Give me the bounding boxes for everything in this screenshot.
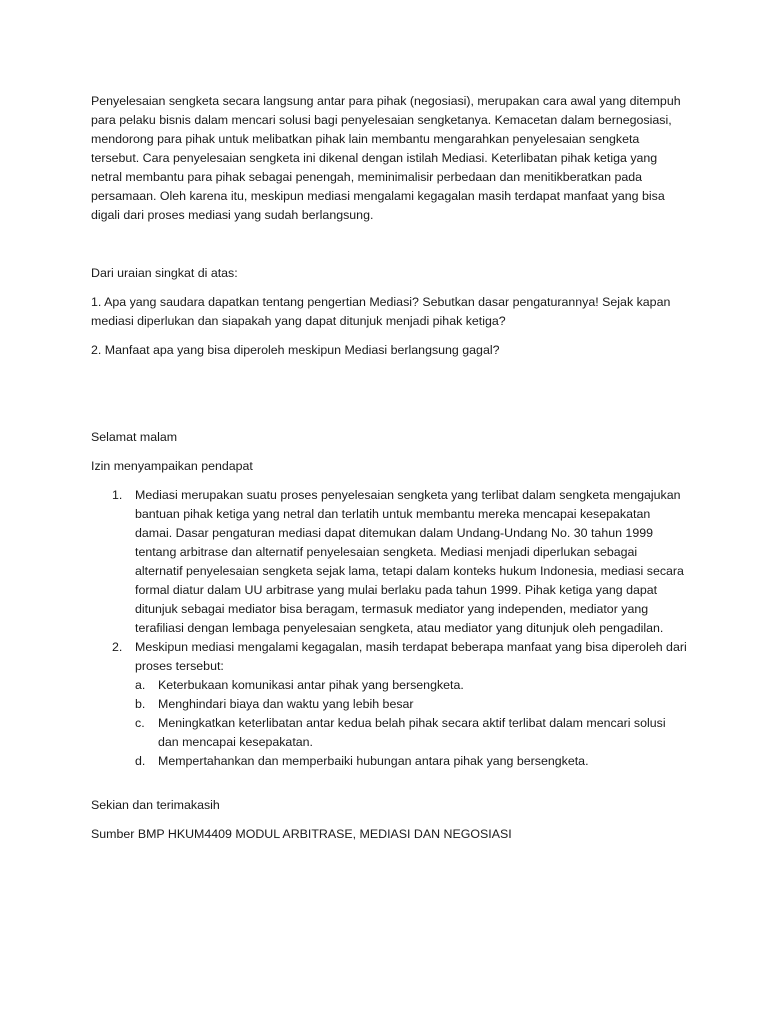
greeting: Selamat malam bbox=[91, 430, 178, 444]
intro-paragraph: Penyelesaian sengketa secara langsung antar para pihak (negosiasi), merupakan cara awal yang ditempuh para pelaku bisnis dalam mencari solusi bagi penyelesaian sengketanya. Kemacetan dalam bernegosiasi, mendorong para pihak untuk melibatkan pihak lain membantu mengarahkan penyelesaian sengketa tersebut. Cara penyelesaian sengketa ini dikenal dengan istilah Mediasi. Keterlibatan pihak ketiga yang netral membantu para pihak sebagai penengah, meminimalisir perbedaan dan menitikberatkan pada persamaan. Oleh karena itu, meskipun mediasi mengalami kegagalan masih terdapat manfaat yang bisa digali dari proses mediasi yang sudah berlangsung. bbox=[91, 94, 681, 222]
answer-item-2 bbox=[91, 638, 687, 771]
answer-text: Meskipun mediasi mengalami kegagalan, masih terdapat beberapa manfaat yang bisa diperoleh dari proses tersebut: bbox=[135, 640, 687, 673]
question-2: 2. Manfaat apa yang bisa diperoleh meskipun Mediasi berlangsung gagal? bbox=[91, 343, 500, 357]
opening-line: Izin menyampaikan pendapat bbox=[91, 459, 253, 473]
benefit-item-a bbox=[135, 676, 687, 695]
benefit-text: Keterbukaan komunikasi antar pihak yang bersengketa. bbox=[158, 678, 464, 692]
benefit-list bbox=[135, 676, 687, 771]
answer-text: Mediasi merupakan suatu proses penyelesaian sengketa yang terlibat dalam sengketa mengajukan bantuan pihak ketiga yang netral dan terlatih untuk membantu mereka mencapai kesepakatan damai. Dasar pengaturan mediasi dapat ditemukan dalam Undang-Undang No. 30 tahun 1999 tentang arbitrase dan alternatif penyelesaian sengketa. Mediasi menjadi diperlukan sebagai alternatif penyelesaian sengketa sejak lama, tetapi dalam konteks hukum Indonesia, mediasi secara formal diatur dalam UU arbitrase yang mulai berlaku pada tahun 1999. Pihak ketiga yang dapat ditunjuk sebagai mediator bisa beragam, termasuk mediator yang independen, mediator yang terafiliasi dengan lembaga penyelesaian sengketa, atau mediator yang ditunjuk oleh pengadilan. bbox=[135, 488, 684, 635]
answer-item-1 bbox=[91, 486, 687, 638]
benefit-text: Menghindari biaya dan waktu yang lebih besar bbox=[158, 697, 414, 711]
benefit-letter: b. bbox=[135, 697, 146, 711]
benefit-item-d bbox=[135, 752, 687, 771]
answer-list bbox=[91, 486, 687, 771]
prompt-lead: Dari uraian singkat di atas: bbox=[91, 266, 238, 280]
answer-number: 1. bbox=[112, 488, 123, 502]
benefit-item-b bbox=[135, 695, 687, 714]
source-citation: Sumber BMP HKUM4409 MODUL ARBITRASE, MEDIASI DAN NEGOSIASI bbox=[91, 827, 512, 841]
benefit-letter: d. bbox=[135, 754, 146, 768]
benefit-letter: a. bbox=[135, 678, 146, 692]
closing-line: Sekian dan terimakasih bbox=[91, 798, 220, 812]
benefit-item-c bbox=[135, 714, 687, 752]
benefit-text: Meningkatkan keterlibatan antar kedua belah pihak secara aktif terlibat dalam mencari solusi dan mencapai kesepakatan. bbox=[158, 716, 666, 749]
benefit-letter: c. bbox=[135, 716, 145, 730]
question-1: 1. Apa yang saudara dapatkan tentang pengertian Mediasi? Sebutkan dasar pengaturannya! Sejak kapan mediasi diperlukan dan siapakah yang dapat ditunjuk menjadi pihak ketiga? bbox=[91, 295, 671, 328]
answer-number: 2. bbox=[112, 640, 123, 654]
benefit-text: Mempertahankan dan memperbaiki hubungan antara pihak yang bersengketa. bbox=[158, 754, 589, 768]
